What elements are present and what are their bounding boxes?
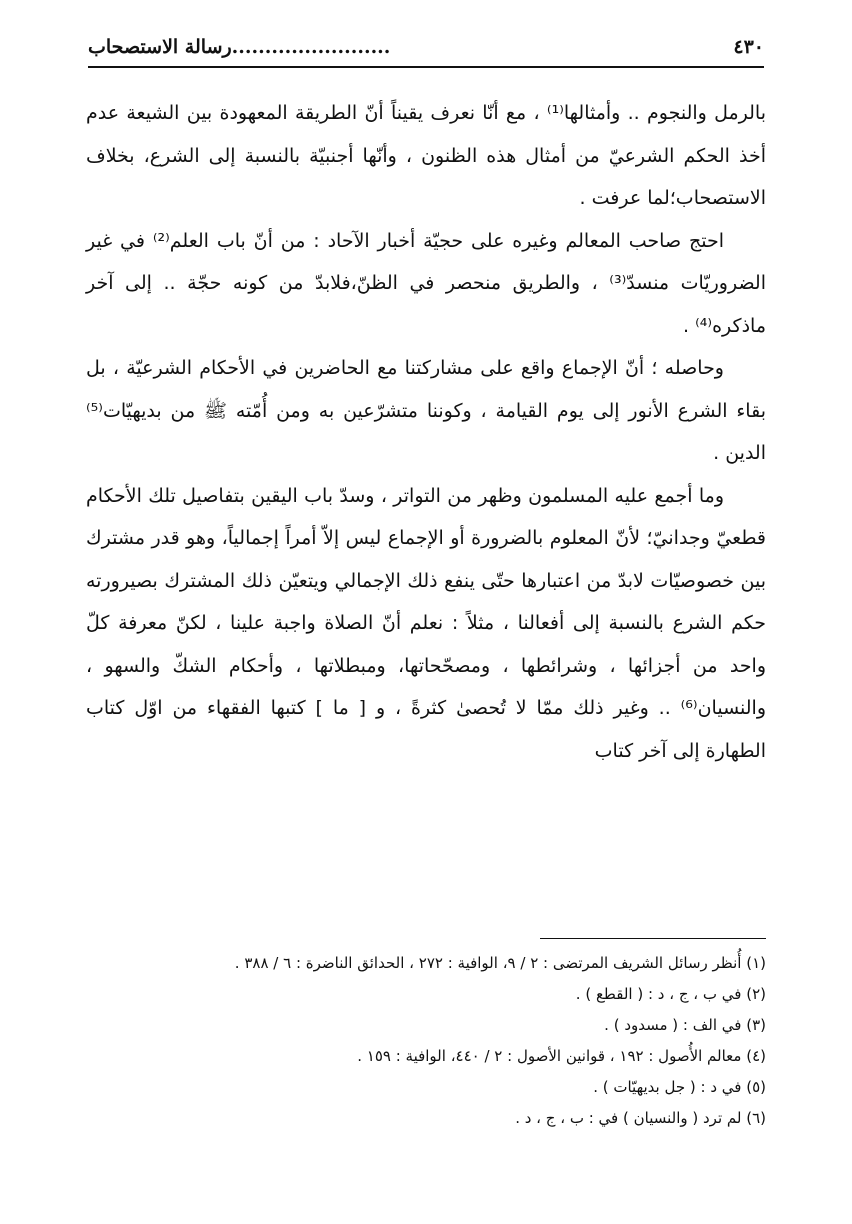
paragraph: احتج صاحب المعالم وغيره على حجيّة أخبار الآحاد : من أنّ باب العلم⁽²⁾ في غير الضروريّات منسدّ⁽³⁾ ، والطريق منحصر في الظنّ،فلابدّ من كونه حجّة .. إلى آخر ماذكره⁽⁴⁾ . <box>86 229 767 337</box>
footnote: (٣) في الف : ( مسدود ) . <box>604 1016 766 1034</box>
running-header-title: ........................رسالة الاستصحاب <box>88 36 391 58</box>
paragraph: وما أجمع عليه المسلمون وظهر من التواتر ، وسدّ باب اليقين بتفاصيل تلك الأحكام قطعيّ وجدانيّ؛ لأنّ المعلوم بالضرورة أو الإجماع ليس إلاّ أمراً إجمالياً، وهو قدر مشترك بين خصوصيّات لابدّ من اعتبارها حتّى ينفع ذلك الإجمالي ويتعيّن ذلك المشترك بصيرورته حكم الشرع بالنسبة إلى أفعالنا ، مثلاً : نعلم أنّ الصلاة واجبة علينا ، لكنّ معرفة كلّ واحد من أجزائها ، وشرائطها ، ومصحّحاتها، ومبطلاتها ، وأحكام الشكّ والسهو ، والنسيان⁽⁶⁾ .. وغير ذلك ممّا لا تُحصىٰ كثرةً ، و [ ما ] كتبها الفقهاء من اوّل كتاب الطهارة إلى آخر كتاب <box>86 484 766 762</box>
footnotes <box>86 948 766 1134</box>
footnote: (١) أُنظر رسائل الشريف المرتضى : ٢ / ٩، الوافية : ٢٧٢ ، الحدائق الناضرة : ٦ / ٣٨٨ . <box>234 954 766 972</box>
paragraph: بالرمل والنجوم .. وأمثالها⁽¹⁾ ، مع أنّا نعرف يقيناً أنّ الطريقة المعهودة بين الشيعة عدم أخذ الحكم الشرعيّ من أمثال هذه الظنون ، وأنّها أجنبيّة بالنسبة إلى الشرع، بخلاف الاستصحاب؛لما عرفت . <box>86 102 766 209</box>
paragraph: وحاصله ؛ أنّ الإجماع واقع على مشاركتنا مع الحاضرين في الأحكام الشرعيّة ، بل بقاء الشرع الأنور إلى يوم القيامة ، وكوننا متشرّعين به ومن أُمّته ﷺ من بديهيّات⁽⁵⁾ الدين . <box>86 357 766 464</box>
footnote-divider <box>540 938 766 939</box>
footnote: (٢) في ب ، ج ، د : ( القطع ) . <box>575 985 766 1003</box>
footnote: (٥) في د : ( جل بديهيّات ) . <box>593 1078 766 1096</box>
running-header <box>88 32 764 68</box>
page-number: ٤٣٠ <box>733 36 764 58</box>
footnote: (٦) لم ترد ( والنسيان ) في : ب ، ج ، د . <box>515 1109 766 1127</box>
footnote: (٤) معالم الأُصول : ١٩٢ ، قوانين الأصول : ٢ / ٤٤٠، الوافية : ١٥٩ . <box>357 1047 766 1065</box>
main-text <box>86 92 766 772</box>
